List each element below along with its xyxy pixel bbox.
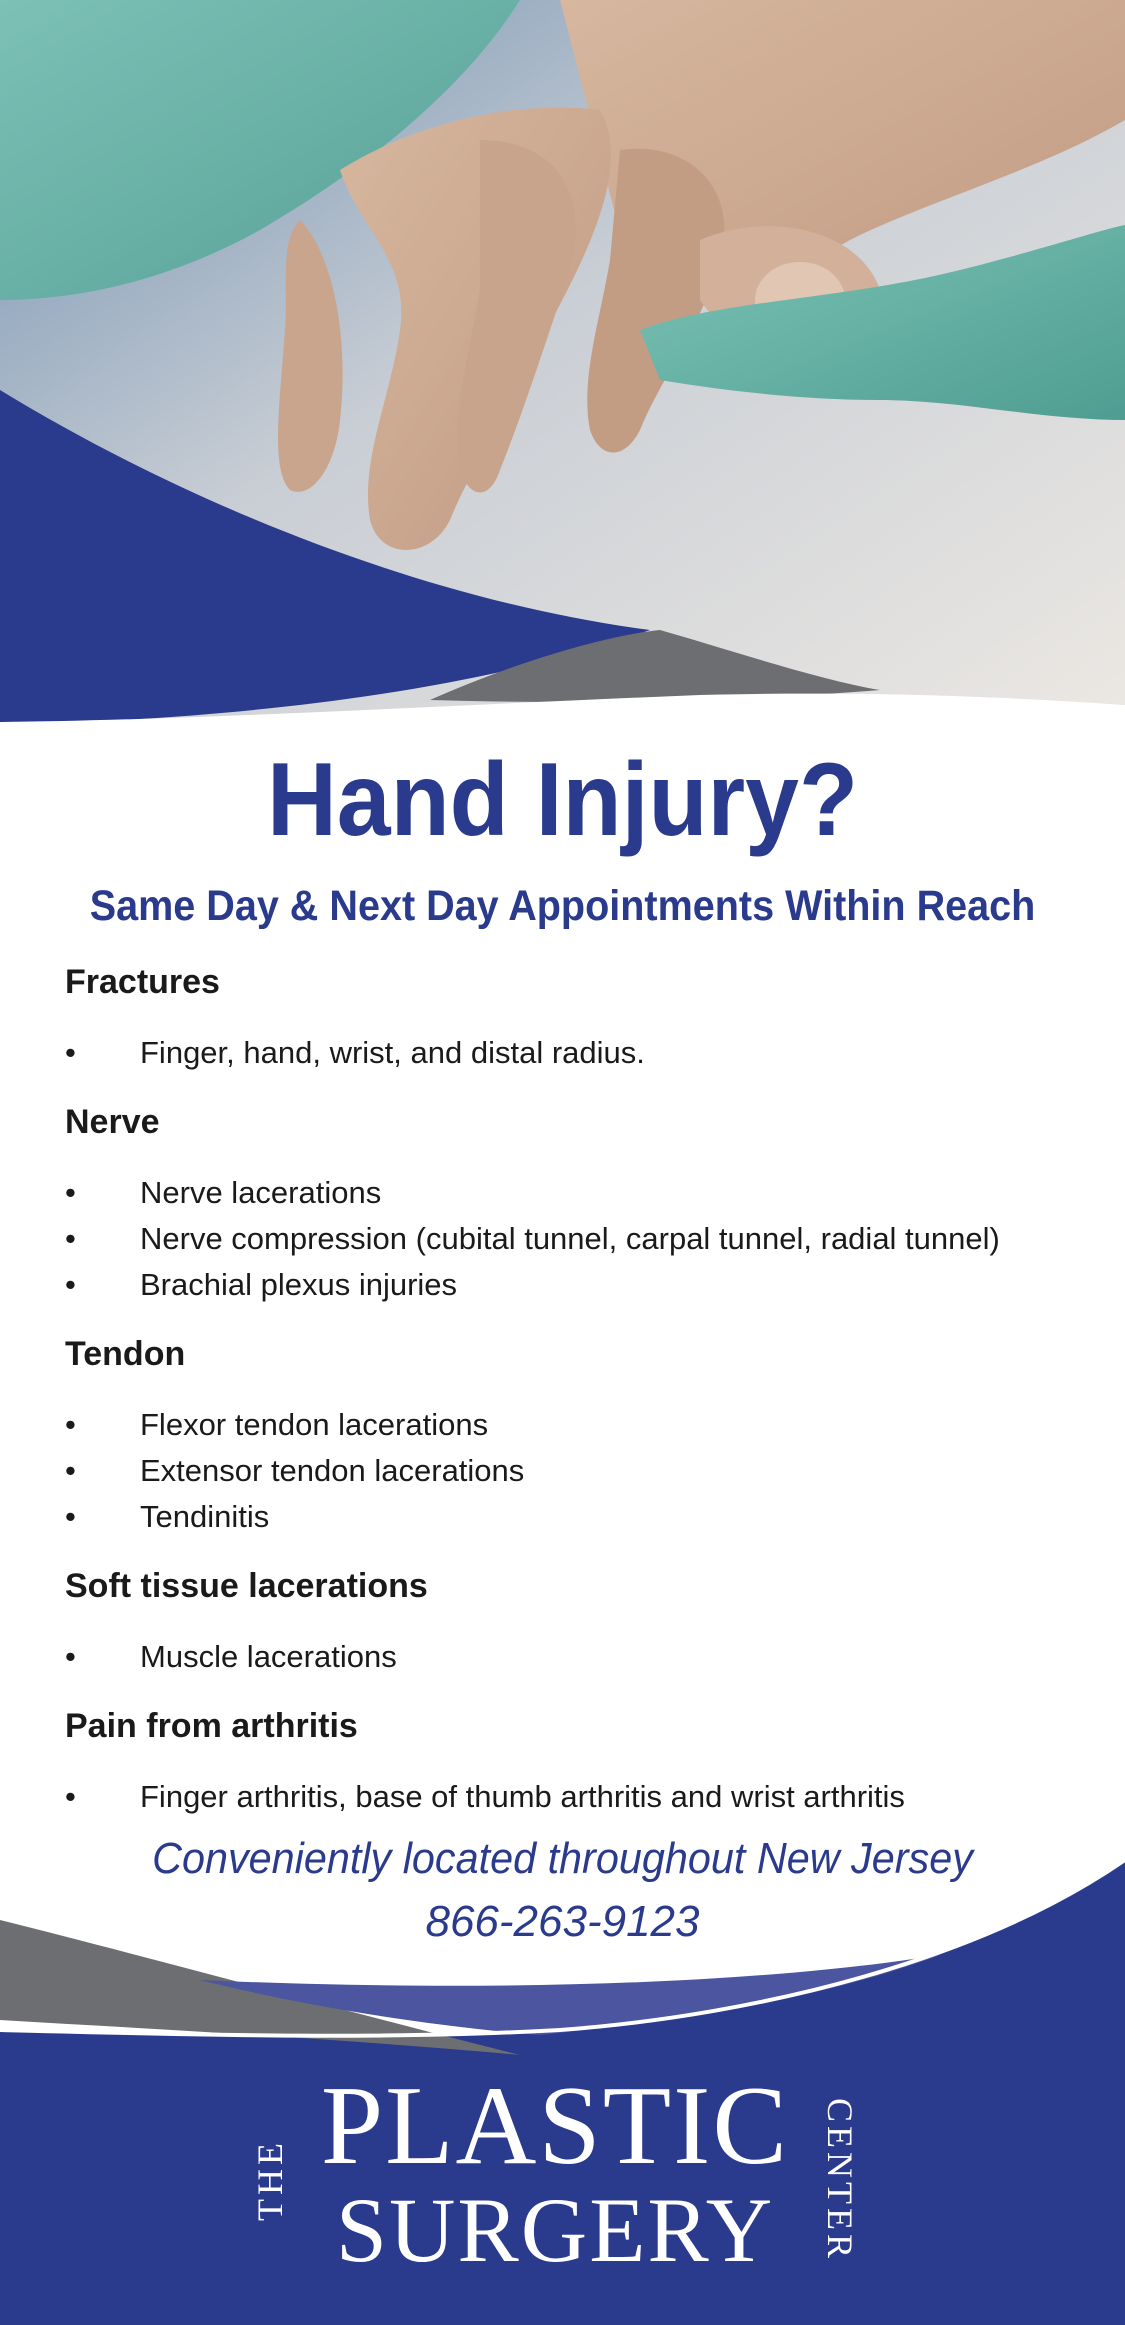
- list-item: • Nerve lacerations: [65, 1170, 1085, 1216]
- section-title: Soft tissue lacerations: [65, 1567, 428, 1605]
- bullet: •: [65, 1221, 76, 1256]
- section-nerve: [65, 1100, 1085, 1308]
- section-soft-tissue: [65, 1564, 1085, 1680]
- phone-number[interactable]: 866-263-9123: [425, 1897, 700, 1946]
- list-item: • Flexor tendon lacerations: [65, 1402, 1085, 1448]
- bullet: •: [65, 1453, 76, 1488]
- list-item: • Muscle lacerations: [65, 1634, 1085, 1680]
- section-title: Fractures: [65, 963, 220, 1001]
- list-item: • Brachial plexus injuries: [65, 1262, 1085, 1308]
- section-fractures: [65, 960, 1085, 1076]
- section-title: Tendon: [65, 1335, 186, 1373]
- plastic-surgery-center-logo: [240, 2064, 880, 2290]
- page-subtitle: Same Day & Next Day Appointments Within Reach: [89, 882, 1036, 930]
- bullet: •: [65, 1499, 76, 1534]
- closing-tagline: Conveniently located throughout New Jersey: [152, 1834, 973, 1883]
- logo-line-1: PLASTIC: [320, 2064, 790, 2188]
- section-title: Nerve: [65, 1103, 160, 1141]
- list-item: • Finger arthritis, base of thumb arthritis and wrist arthritis: [65, 1774, 1085, 1820]
- bullet: •: [65, 1035, 76, 1070]
- logo-center: CENTER: [820, 2098, 860, 2262]
- logo-line-2: SURGERY: [335, 2179, 775, 2281]
- list-item: • Tendinitis: [65, 1494, 1085, 1540]
- list-item: • Finger, hand, wrist, and distal radius.: [65, 1030, 1085, 1076]
- list-item: • Nerve compression (cubital tunnel, carpal tunnel, radial tunnel): [65, 1216, 1085, 1262]
- section-arthritis: [65, 1704, 1085, 1820]
- services-list: [65, 960, 1085, 1844]
- page-title: Hand Injury?: [266, 742, 859, 858]
- bullet: •: [65, 1779, 76, 1814]
- bullet: •: [65, 1175, 76, 1210]
- bullet: •: [65, 1267, 76, 1302]
- section-tendon: [65, 1332, 1085, 1540]
- section-title: Pain from arthritis: [65, 1707, 358, 1745]
- bullet: •: [65, 1639, 76, 1674]
- hero-photo: [0, 0, 1125, 730]
- bullet: •: [65, 1407, 76, 1442]
- logo-the: THE: [250, 2139, 290, 2221]
- list-item: • Extensor tendon lacerations: [65, 1448, 1085, 1494]
